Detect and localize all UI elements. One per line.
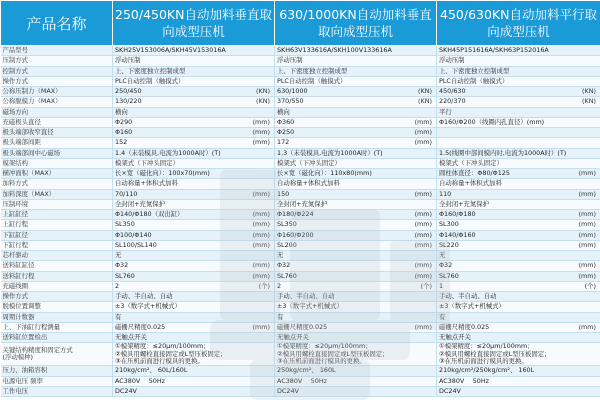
spec-value-col-1 xyxy=(113,240,275,250)
table-row xyxy=(1,107,600,117)
spec-value-col-2: 模架式（下冲头固定） xyxy=(275,158,437,168)
spec-value-col-3 xyxy=(437,261,600,271)
spec-value: SL200 xyxy=(277,240,297,249)
spec-unit: (KN) xyxy=(256,87,270,96)
spec-value-col-1: 自动称量+体积式加料 xyxy=(113,179,275,189)
spec-label: 横冲面积（MAX） xyxy=(1,169,113,179)
spec-value: Φ100/Φ140 xyxy=(115,230,152,239)
spec-unit: (mm) xyxy=(578,230,596,239)
spec-value-col-1 xyxy=(113,343,275,366)
table-row xyxy=(1,158,600,168)
table-row xyxy=(1,251,600,261)
spec-value-col-3: DC24V xyxy=(437,386,600,396)
spec-value: Φ32 xyxy=(277,261,291,270)
spec-value-col-2: AC380V 50Hz xyxy=(275,376,437,386)
spec-unit: (KN) xyxy=(582,87,596,96)
spec-label: 极头端部收窄直径 xyxy=(1,128,113,138)
spec-value: Φ32 xyxy=(115,261,129,270)
spec-value-col-2: PLC自动控制（触摸式） xyxy=(275,76,437,86)
spec-unit: (mm) xyxy=(414,117,432,126)
spec-label: 压力、油箱容积 xyxy=(1,366,113,376)
spec-value-col-1: SKH25V153006A/SKH45V153016A xyxy=(113,46,275,56)
spec-label: 充磁线圈 xyxy=(1,281,113,291)
spec-value-col-1: AC380V 50Hz xyxy=(113,376,275,386)
spec-value: SL300 xyxy=(439,220,459,229)
spec-value: SL350 xyxy=(277,220,297,229)
spec-value-col-3 xyxy=(437,87,600,97)
spec-value-col-1: 1.4（未装模具,电流为1000A时）(T) xyxy=(113,148,275,158)
spec-value-line: ②模具用螺栓直接固定或L型压板固定； xyxy=(277,349,389,358)
spec-value-col-2 xyxy=(275,230,437,240)
spec-value-col-1: 浮动压制 xyxy=(113,56,275,66)
spec-value-col-3: 无 xyxy=(437,251,600,261)
spec-value: Φ160/Φ200 xyxy=(277,230,314,239)
spec-rows xyxy=(1,46,600,397)
spec-value-col-2 xyxy=(275,271,437,281)
spec-value: 圆柱体直径：Φ80/Φ125 xyxy=(439,169,510,178)
spec-value-col-2: SKH63V133616A/SKH100V133616A xyxy=(275,46,437,56)
spec-value: 450/630 xyxy=(439,87,466,96)
spec-unit: (mm) xyxy=(414,210,432,219)
spec-value-col-1 xyxy=(113,271,275,281)
spec-value-col-2: 自动称量+体积式加料 xyxy=(275,179,437,189)
spec-value-col-2 xyxy=(275,343,437,366)
table-row xyxy=(1,312,600,322)
spec-value-col-2: 全封闭+充氮保护 xyxy=(275,199,437,209)
spec-unit: (mm) xyxy=(414,138,432,147)
spec-value-col-2: 横向 xyxy=(275,107,437,117)
spec-value: Φ140/Φ180（双出缸） xyxy=(115,210,184,219)
spec-value-col-3 xyxy=(437,220,600,230)
spec-value: 2 xyxy=(115,281,120,290)
spec-unit: (mm) xyxy=(252,230,270,239)
spec-value-col-3 xyxy=(437,169,600,179)
spec-unit: (mm) xyxy=(414,322,432,331)
spec-value: 1 xyxy=(439,281,444,290)
spec-value-col-1 xyxy=(113,261,275,271)
table-row xyxy=(1,292,600,302)
column-header-3: 450/630KN自动加料平行取向成型压机 xyxy=(437,1,600,46)
spec-unit: (mm) xyxy=(578,220,596,229)
spec-value-col-3 xyxy=(437,240,600,250)
spec-value-col-1: ±3（数字式+机械式） xyxy=(113,302,275,312)
spec-value-col-3: 浮动压制 xyxy=(437,56,600,66)
spec-value-line: ②模具用螺栓直接固定或L型压板固定； xyxy=(439,349,551,358)
spec-label: 模架结构 xyxy=(1,158,113,168)
spec-value-col-1: 手动、半自动、自动 xyxy=(113,292,275,302)
spec-unit: (mm) xyxy=(414,230,432,239)
spec-unit: (mm) xyxy=(578,261,596,270)
spec-unit: (KN) xyxy=(582,97,596,106)
spec-value-col-3: 无触点开关 xyxy=(437,333,600,343)
spec-value-col-3: 全封闭+充氮保护 xyxy=(437,199,600,209)
spec-value-col-1: 有 xyxy=(113,312,275,322)
spec-value: 150 xyxy=(277,189,290,198)
spec-value: Φ360 xyxy=(277,117,295,126)
table-row xyxy=(1,117,600,127)
spec-value: 152 xyxy=(115,138,128,147)
spec-value: 172 xyxy=(277,138,290,147)
spec-value: SL220 xyxy=(439,240,459,249)
spec-unit: (mm) xyxy=(252,117,270,126)
spec-unit: (mm) xyxy=(414,189,432,198)
spec-label: 压制方式 xyxy=(1,56,113,66)
spec-unit: (mm) xyxy=(578,240,596,249)
spec-unit: (个) xyxy=(258,281,270,290)
spec-value-col-1 xyxy=(113,189,275,199)
spec-label: 极头端部间中心磁场 xyxy=(1,148,113,158)
spec-label: 下缸行程 xyxy=(1,240,113,250)
product-name-header: 产品名称 xyxy=(1,1,113,46)
spec-value-col-1: 上、下密度独立控制成型 xyxy=(113,66,275,76)
spec-value-col-3: 手动、半自动、自动 xyxy=(437,292,600,302)
table-row xyxy=(1,148,600,158)
spec-value-col-2: 浮动压制 xyxy=(275,56,437,66)
spec-value-col-2: ±3（数字式+机械式） xyxy=(275,302,437,312)
spec-value-col-1: DC24V xyxy=(113,386,275,396)
spec-unit: (mm) xyxy=(414,220,432,229)
spec-value-col-2 xyxy=(275,138,437,148)
spec-label: 芯杆驱动 xyxy=(1,251,113,261)
spec-unit: (mm) xyxy=(414,271,432,280)
spec-value-col-2: 无触点开关 xyxy=(275,333,437,343)
spec-label-line: (浮动模种) xyxy=(2,353,34,362)
spec-value: SL350 xyxy=(115,220,135,229)
table-row xyxy=(1,169,600,179)
spec-value-col-3: ±3（数字式+机械式） xyxy=(437,302,600,312)
spec-unit: (mm) xyxy=(252,128,270,137)
spec-value-col-2: DC24V xyxy=(275,386,437,396)
table-row xyxy=(1,386,600,396)
spec-label: 磁场方向 xyxy=(1,107,113,117)
spec-value-col-2 xyxy=(275,87,437,97)
spec-value-col-2 xyxy=(275,97,437,107)
spec-value-col-1: 210kg/cm²、 60L/160L xyxy=(113,366,275,376)
spec-value-col-1: 模架式（下冲头固定） xyxy=(113,158,275,168)
spec-unit: (mm) xyxy=(252,261,270,270)
table-row xyxy=(1,302,600,312)
spec-unit: (mm) xyxy=(578,271,596,280)
spec-value: Φ180/Φ224 xyxy=(277,210,314,219)
table-row xyxy=(1,66,600,76)
spec-label: 加料方式 xyxy=(1,179,113,189)
spec-unit: (mm) xyxy=(414,128,432,137)
spec-value-col-3: 1.5(线圈中部间模内时,电流为1000A时）(T) xyxy=(437,148,600,158)
spec-value-col-3: 有 xyxy=(437,312,600,322)
spec-value-col-2 xyxy=(275,189,437,199)
spec-label: 下缸缸径 xyxy=(1,230,113,240)
spec-unit: (个) xyxy=(584,281,596,290)
spec-value: 130/220 xyxy=(115,97,142,106)
spec-label: 操作方式 xyxy=(1,76,113,86)
spec-value-col-3 xyxy=(437,281,600,291)
table-row xyxy=(1,189,600,199)
spec-value-col-2: 有 xyxy=(275,312,437,322)
spec-label: 送料缸缸径 xyxy=(1,261,113,271)
spec-label: 操作方式 xyxy=(1,292,113,302)
spec-label: 压制环境 xyxy=(1,199,113,209)
spec-value: Φ250 xyxy=(277,128,295,137)
spec-value-col-3 xyxy=(437,210,600,220)
spec-unit: (KN) xyxy=(256,97,270,106)
spec-value-line: ③在压机前面进行模具的更换。 xyxy=(277,356,366,365)
spec-unit: (mm) xyxy=(252,271,270,280)
spec-value: 370/550 xyxy=(277,97,304,106)
spec-value-col-3: 模架式（下冲头固定） xyxy=(437,158,600,168)
spec-value-col-2: 手动、半自动、自动 xyxy=(275,292,437,302)
spec-value-col-2: 上、下密度独立控制成型 xyxy=(275,66,437,76)
spec-value-col-1 xyxy=(113,128,275,138)
spec-label: 周期计数器 xyxy=(1,312,113,322)
spec-value-col-3: SKH45P151616A/SKH63P152016A xyxy=(437,46,600,56)
spec-value-col-2: 250kg/cm²、 160L xyxy=(275,366,437,376)
spec-value-col-1 xyxy=(113,138,275,148)
spec-label: 上缸行程 xyxy=(1,220,113,230)
spec-unit: (mm) xyxy=(252,240,270,249)
spec-value: SL760 xyxy=(277,271,297,280)
spec-value: 磁栅尺精度0.025 xyxy=(115,322,166,331)
spec-value: Φ140/Φ160 xyxy=(439,230,476,239)
spec-value-col-2 xyxy=(275,281,437,291)
spec-value-line: ③在压机前面进行模具的更换。 xyxy=(439,356,528,365)
table-row xyxy=(1,271,600,281)
spec-value-col-1 xyxy=(113,87,275,97)
table-row xyxy=(1,366,600,376)
table-row xyxy=(1,261,600,271)
spec-unit: (个) xyxy=(420,281,432,290)
spec-value-col-2 xyxy=(275,220,437,230)
spec-value: 磁栅尺精度0.025 xyxy=(277,322,328,331)
spec-unit: (mm) xyxy=(414,240,432,249)
spec-label: 控制方式 xyxy=(1,66,113,76)
spec-label: 极头端部间距 xyxy=(1,138,113,148)
spec-value: SL760 xyxy=(115,271,135,280)
spec-value-col-3: 210kg/cm²/250kg/cm²、 160L xyxy=(437,366,600,376)
spec-value-col-1 xyxy=(113,322,275,332)
spec-label xyxy=(1,343,113,366)
spec-unit: (mm) xyxy=(252,220,270,229)
spec-unit: (KN) xyxy=(418,87,432,96)
spec-value-line: ①模架精度：≤20μm/100mm； xyxy=(439,342,534,351)
table-row xyxy=(1,322,600,332)
spec-value-col-3 xyxy=(437,128,600,138)
spec-unit: (mm) xyxy=(578,169,596,178)
spec-value-col-2: 长×宽（磁化向）：110x80(mm) xyxy=(275,169,437,179)
spec-label: 送料缸行程 xyxy=(1,271,113,281)
spec-value-col-3: Φ160/Φ200（线圈内孔直径）(mm) xyxy=(437,117,600,127)
column-header-2: 630/1000KN自动加料垂直取向成型压机 xyxy=(275,1,437,46)
spec-value-col-3 xyxy=(437,343,600,366)
spec-label: 充磁极头直径 xyxy=(1,117,113,127)
spec-value-col-1: 横向 xyxy=(113,107,275,117)
spec-value-col-1: 无触点开关 xyxy=(113,333,275,343)
spec-unit: (mm) xyxy=(252,189,270,198)
spec-value: Φ290 xyxy=(115,117,133,126)
spec-unit: (mm) xyxy=(252,138,270,147)
spec-unit: (mm) xyxy=(414,261,432,270)
spec-value-col-3: 平行 xyxy=(437,107,600,117)
spec-value: 250/450 xyxy=(115,87,142,96)
table-row xyxy=(1,97,600,107)
spec-value: 220/370 xyxy=(439,97,466,106)
table-row xyxy=(1,240,600,250)
spec-value-col-2 xyxy=(275,128,437,138)
spec-value-col-3 xyxy=(437,189,600,199)
table-row xyxy=(1,376,600,386)
spec-value-col-1 xyxy=(113,210,275,220)
spec-value-col-3: 上、下密度独立控制成型 xyxy=(437,66,600,76)
spec-value-col-2 xyxy=(275,322,437,332)
spec-value-col-3: AC380V 50Hz xyxy=(437,376,600,386)
spec-label: 产品型号 xyxy=(1,46,113,56)
table-row xyxy=(1,333,600,343)
table-row xyxy=(1,46,600,56)
spec-value: 110 xyxy=(439,189,452,198)
spec-value-col-2 xyxy=(275,117,437,127)
spec-label: 公称脱模力（MAX） xyxy=(1,97,113,107)
spec-unit: (mm) xyxy=(252,210,270,219)
spec-value-col-1: 长×宽（磁化向）：100x70(mm) xyxy=(113,169,275,179)
spec-unit: (mm) xyxy=(578,210,596,219)
spec-value-col-3 xyxy=(437,97,600,107)
spec-value: 630/1000 xyxy=(277,87,308,96)
spec-value: Φ32 xyxy=(439,261,453,270)
spec-value-col-2: 1.3（未装模具,电流为1000A时）(T) xyxy=(275,148,437,158)
spec-value: SL760 xyxy=(439,271,459,280)
spec-value-col-1: PLC自动控制（触摸式） xyxy=(113,76,275,86)
spec-value-col-2 xyxy=(275,210,437,220)
spec-label: 公称压制力（MAX） xyxy=(1,87,113,97)
spec-value: SL100/SL140 xyxy=(115,240,157,249)
spec-label-line: 关键结构精度和固定方式 xyxy=(2,346,73,355)
spec-value-col-3 xyxy=(437,230,600,240)
spec-value-col-1: 全封闭+充氮保护 xyxy=(113,199,275,209)
spec-value-line: ③在压机前面进行模具的更换。 xyxy=(115,356,204,365)
spec-value-col-1 xyxy=(113,97,275,107)
column-header-1: 250/450KN自动加料垂直取向成型压机 xyxy=(113,1,275,46)
table-row xyxy=(1,56,600,66)
table-row xyxy=(1,210,600,220)
table-row xyxy=(1,179,600,189)
spec-value: 70/110 xyxy=(115,189,138,198)
spec-value-col-2 xyxy=(275,240,437,250)
spec-value: 2 xyxy=(277,281,282,290)
spec-value: Φ160 xyxy=(115,128,133,137)
spec-value-col-2 xyxy=(275,261,437,271)
spec-label: 加料深度（MAX） xyxy=(1,189,113,199)
spec-value-col-3 xyxy=(437,322,600,332)
spec-value-col-3: 自动称量+体积式加料 xyxy=(437,179,600,189)
table-row xyxy=(1,87,600,97)
table-row xyxy=(1,76,600,86)
spec-unit: (mm) xyxy=(578,322,596,331)
spec-label: 送料缸位置检出 xyxy=(1,333,113,343)
spec-label: 上、下油缸行程测量 xyxy=(1,322,113,332)
spec-value-line: ①模架精度：≤20μm/100mm； xyxy=(115,342,210,351)
spec-value-col-3: PLC自动控制（触摸式） xyxy=(437,76,600,86)
spec-label: 脱模位置调整 xyxy=(1,302,113,312)
table-row xyxy=(1,220,600,230)
spec-value-col-3 xyxy=(437,271,600,281)
spec-value-col-1 xyxy=(113,281,275,291)
table-row xyxy=(1,343,600,366)
spec-value: 磁栅尺精度0.025 xyxy=(439,322,490,331)
spec-unit: (mm) xyxy=(252,322,270,331)
spec-value: Φ160/Φ180 xyxy=(439,210,476,219)
spec-value-col-3 xyxy=(437,138,600,148)
spec-value-line: ①模架精度：≤20μm/100mm； xyxy=(277,342,372,351)
table-row xyxy=(1,230,600,240)
spec-value-col-2: 无 xyxy=(275,251,437,261)
table-row xyxy=(1,128,600,138)
header-row xyxy=(1,1,600,46)
spec-label: 工作电压 xyxy=(1,386,113,396)
spec-value-col-1: 无 xyxy=(113,251,275,261)
spec-value-line: ②模具用螺栓直接固定或L型压板固定； xyxy=(115,349,227,358)
table-row xyxy=(1,199,600,209)
table-row xyxy=(1,281,600,291)
spec-value-col-1 xyxy=(113,230,275,240)
spec-unit: (mm) xyxy=(578,189,596,198)
spec-value-col-1 xyxy=(113,117,275,127)
table-row xyxy=(1,138,600,148)
spec-label: 上缸缸径 xyxy=(1,210,113,220)
spec-label: 电源电压 频率 xyxy=(1,376,113,386)
spec-unit: (KN) xyxy=(418,97,432,106)
spec-value-col-1 xyxy=(113,220,275,230)
